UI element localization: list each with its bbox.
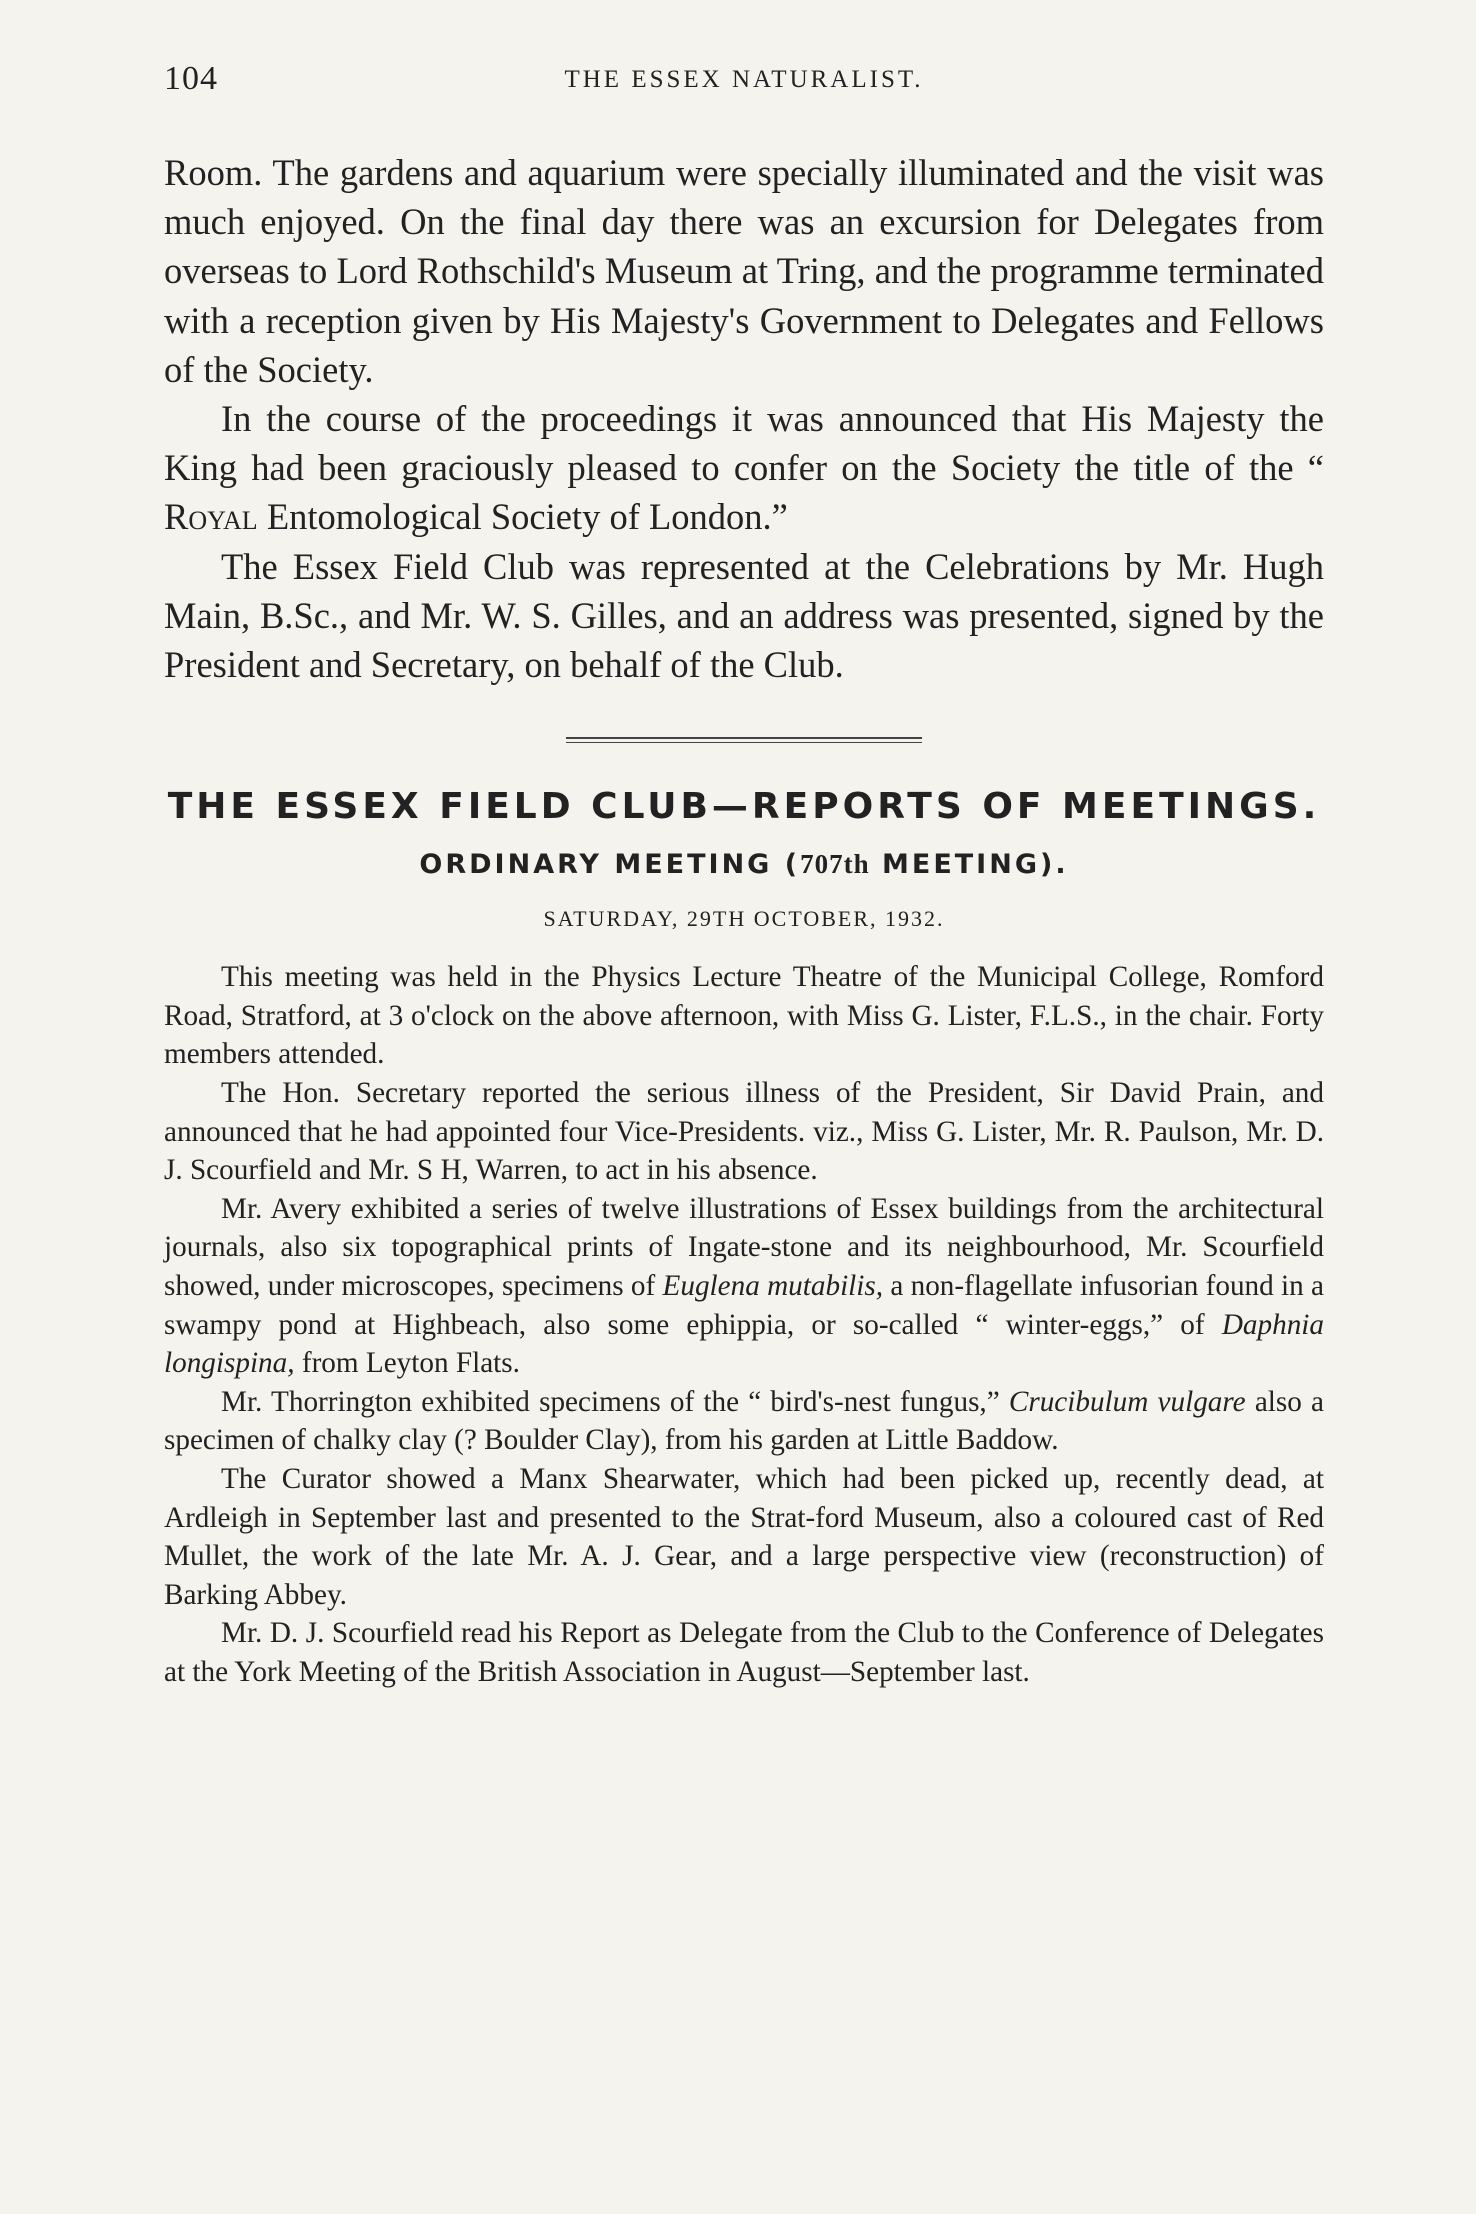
text-run: from Leyton Flats. <box>294 1347 520 1380</box>
paragraph: The Hon. Secretary reported the serious illness of the President, Sir David Prain, and announced that he had appointed four Vice-Presidents. viz., Miss G. Lister, Mr. R. Paulson, Mr. D. J. Scourfield and Mr. S H, Warren, to act in his absence. <box>164 1077 1324 1187</box>
species-name: Euglena mutabilis, <box>662 1269 884 1302</box>
paragraph: The Essex Field Club was represented at the Celebrations by Mr. Hugh Main, B.Sc., and Mr. W. S. Gilles, and an address was presented, signed by the President and Secretary, on behalf of the Club. <box>164 545 1324 686</box>
text-run: In the course of the proceedings it was announced that His Majesty the King had been graciously pleased to confer on the Society the title of the “ <box>164 398 1324 489</box>
section-heading: THE ESSEX FIELD CLUB—REPORTS OF MEETINGS. <box>167 786 1321 828</box>
intro-text <box>164 148 1324 689</box>
text-run: also a specimen of chalky clay (? Boulder Clay), from his garden at Little Baddow. <box>164 1385 1324 1457</box>
section-divider <box>566 737 922 743</box>
text-run: Entomological Society of London.” <box>257 496 788 538</box>
paragraph: The Curator showed a Manx Shearwater, which had been picked up, recently dead, at Ardleigh in September last and presented to the Strat-ford Museum, also a coloured cast of Red Mullet, the work of the late Mr. A. J. Gear, and a large perspective view (reconstruction) of Barking Abbey. <box>164 1462 1324 1611</box>
species-name: Crucibulum vulgare <box>1008 1385 1246 1418</box>
text-run: ORDINARY MEETING ( <box>419 849 801 881</box>
text-run: MEETING). <box>869 849 1069 881</box>
minutes-text <box>164 958 1324 1691</box>
paragraph: This meeting was held in the Physics Lecture Theatre of the Municipal College, Romford Road, Stratford, at 3 o'clock on the above afternoon, with Miss G. Lister, F.L.S., in the chair. Forty members attended. <box>164 961 1324 1071</box>
text-run: Mr. Avery exhibited a series of twelve illustrations of Essex buildings from the architectural journals, also six topographical prints of Ingate-stone and its neighbourhood, Mr. Scourfield showed, under microscopes, specimens of <box>164 1192 1324 1302</box>
text-run: Mr. Thorrington exhibited specimens of the “ bird's-nest fungus,” <box>221 1385 1009 1418</box>
paragraph <box>164 394 1324 542</box>
meeting-heading <box>164 849 1324 880</box>
paragraph <box>164 1190 1324 1383</box>
meeting-number: 707th <box>800 849 870 880</box>
species-name: Daphnia longispina, <box>164 1308 1324 1380</box>
meeting-date: SATURDAY, 29TH OCTOBER, 1932. <box>543 906 945 932</box>
journal-title: THE ESSEX NATURALIST. <box>564 66 924 93</box>
small-caps-word: Royal <box>164 496 258 538</box>
paragraph: Mr. D. J. Scourfield read his Report as Delegate from the Club to the Conference of Delegates at the York Meeting of the British Association in August—September last. <box>164 1617 1324 1688</box>
running-head <box>164 60 1324 110</box>
paragraph <box>164 1383 1324 1460</box>
page-number: 104 <box>164 60 218 97</box>
text-run: a non-flagellate infusorian found in a swampy pond at Highbeach, also some ephippia, or so-called “ winter-eggs,” of <box>164 1269 1324 1341</box>
page <box>164 60 1324 1692</box>
paragraph: Room. The gardens and aquarium were specially illuminated and the visit was much enjoyed. On the final day there was an excursion for Delegates from overseas to Lord Rothschild's Museum at Tring, and the programme terminated with a reception given by His Majesty's Government to Delegates and Fellows of the Society. <box>164 152 1324 390</box>
